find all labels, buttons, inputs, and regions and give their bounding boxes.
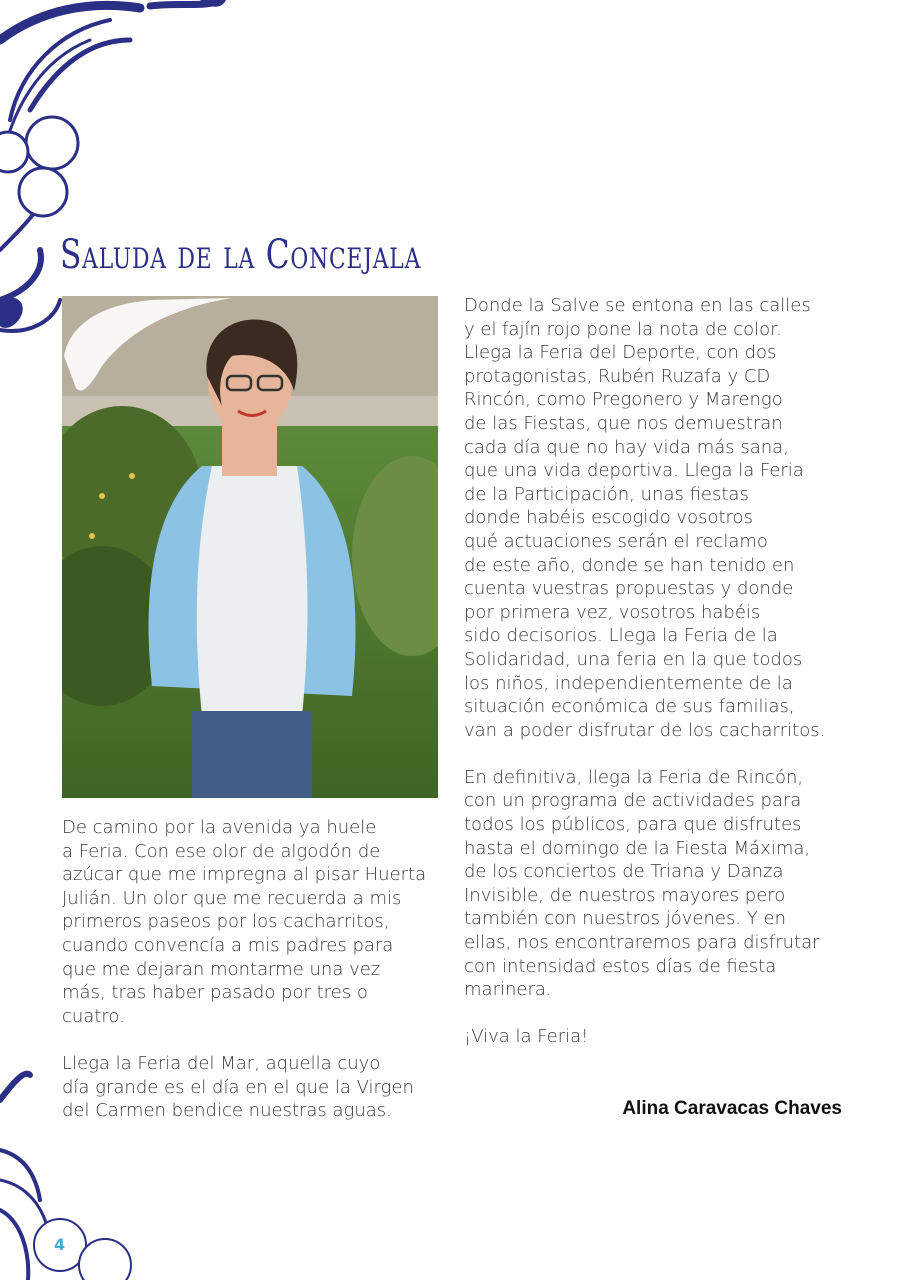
signature: Alina Caravacas Chaves [622, 1098, 842, 1119]
portrait-photo [62, 296, 438, 798]
paragraph: Llega la Feria del Mar, aquella cuyo día grande es el día en el que la Virgen del Carmen bendice nuestras aguas. [62, 1052, 414, 1122]
body-column-right [464, 294, 864, 1073]
paragraph: Donde la Salve se entona en las calles y el fajín rojo pone la nota de color. Llega la Feria del Deporte, con dos protagonistas, Rubén Ruzafa y CD Rincón, como Pregonero y Marengo de las Fiestas, que nos demuestran cada día que no hay vida más sana, que una vida deportiva. Llega la Feria de la Participación, unas fiestas donde habéis escogido vosotros qué actuaciones serán el reclamo de este año, donde se han tenido en cuenta vuestras propuestas y donde por primera vez, vosotros habéis sido decisorios. Llega la Feria de la Solidaridad, una feria en la que todos los niños, independientemente de la situación económica de sus familias, van a poder disfrutar de los cacharritos. [464, 295, 826, 741]
page-number: 4 [54, 1235, 66, 1254]
paragraph: ¡Viva la Feria! [464, 1026, 589, 1048]
paragraph: De camino por la avenida ya huele a Feria. Con ese olor de algodón de azúcar que me impregna al pisar Huerta Julián. Un olor que me recuerda a mis primeros paseos por los cacharritos, cuando convencía a mis padres para que me dejaran montarme una vez más, tras haber pasado por tres o cuatro. [62, 817, 427, 1027]
paragraph: En definitiva, llega la Feria de Rincón, con un programa de actividades para todos los públicos, para que disfrutes hasta el domingo de la Fiesta Máxima, de los conciertos de Triana y Danza Invisible, de nuestros mayores pero también con nuestros jóvenes. Y en ellas, nos encontraremos para disfrutar con intensidad estos días de fiesta marinera. [464, 766, 820, 1001]
body-column-left [62, 816, 452, 1146]
page-title: Saluda de la Concejala [60, 232, 422, 278]
portrait-image [62, 296, 438, 798]
